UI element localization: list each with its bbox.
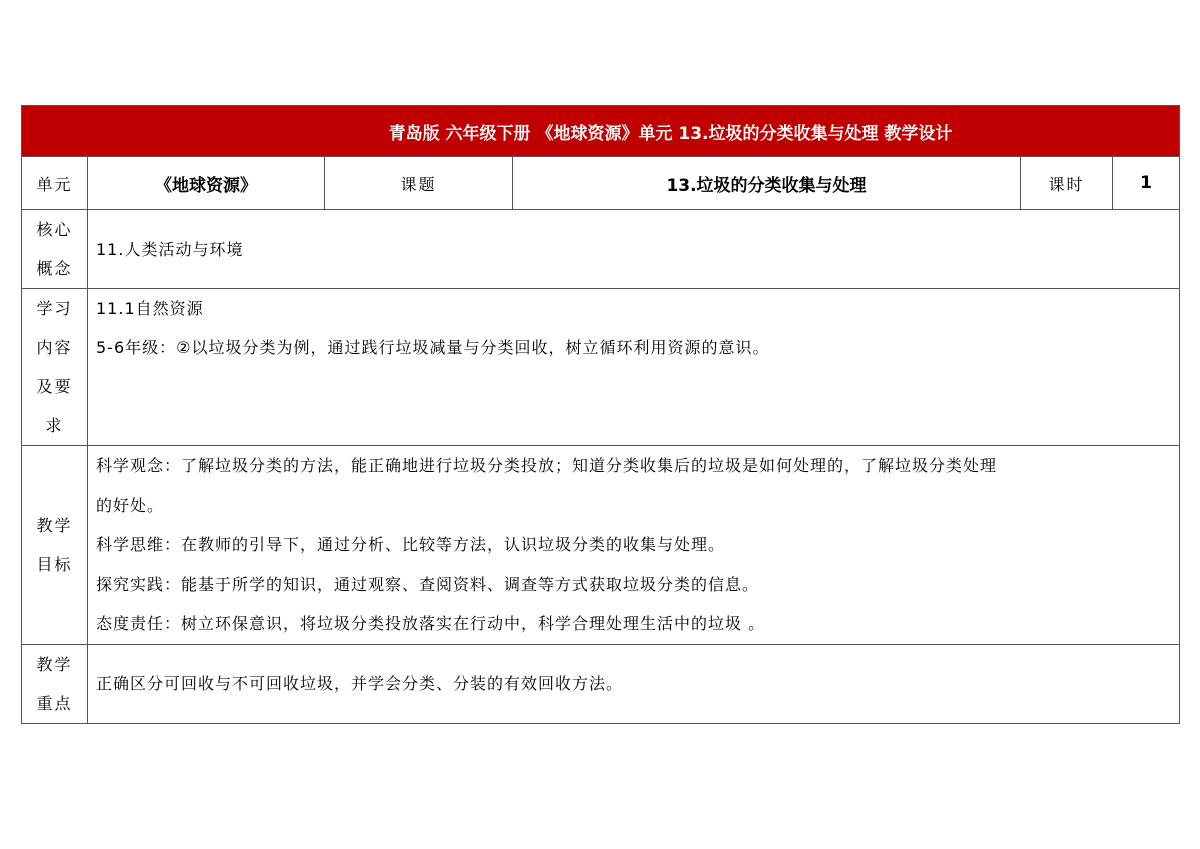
teaching-key-label: 教学 重点 bbox=[22, 644, 88, 723]
unit-value: 《地球资源》 bbox=[88, 157, 325, 210]
title-row bbox=[22, 106, 1180, 157]
unit-label: 单元 bbox=[22, 157, 88, 210]
core-concept-row bbox=[22, 210, 1180, 289]
teaching-key-row bbox=[22, 644, 1180, 723]
teaching-goals-text: 科学观念：了解垃圾分类的方法，能正确地进行垃圾分类投放；知道分类收集后的垃圾是如何处理的，了解垃圾分类处理 的好处。 科学思维：在教师的引导下，通过分析、比较等方法，认识垃圾分类的收集与处理。 探究实践：能基于所学的知识，通过观察、查阅资料、调查等方式获取垃圾分类的信息。 态度责任：树立环保意识，将垃圾分类投放落实在行动中，科学合理处理生活中的垃圾 。 bbox=[88, 446, 1180, 645]
meta-row bbox=[22, 157, 1180, 210]
teaching-goals-row bbox=[22, 446, 1180, 645]
topic-label: 课题 bbox=[325, 157, 513, 210]
topic-value: 13.垃圾的分类收集与处理 bbox=[513, 157, 1021, 210]
period-label: 课时 bbox=[1021, 157, 1113, 210]
teaching-goals-label: 教学 目标 bbox=[22, 446, 88, 645]
lesson-plan-table bbox=[21, 105, 1180, 724]
teaching-key-text: 正确区分可回收与不可回收垃圾，并学会分类、分装的有效回收方法。 bbox=[88, 644, 1180, 723]
core-concept-text: 11.人类活动与环境 bbox=[88, 210, 1180, 289]
learning-content-row bbox=[22, 289, 1180, 446]
learning-content-text: 11.1自然资源 5-6年级：②以垃圾分类为例，通过践行垃圾减量与分类回收，树立循环利用资源的意识。 bbox=[88, 289, 1180, 446]
document-title: 青岛版 六年级下册 《地球资源》单元 13.垃圾的分类收集与处理 教学设计 bbox=[22, 106, 1180, 157]
learning-content-label: 学习 内容 及要 求 bbox=[22, 289, 88, 446]
period-value: 1 bbox=[1113, 157, 1180, 210]
core-concept-label: 核心 概念 bbox=[22, 210, 88, 289]
